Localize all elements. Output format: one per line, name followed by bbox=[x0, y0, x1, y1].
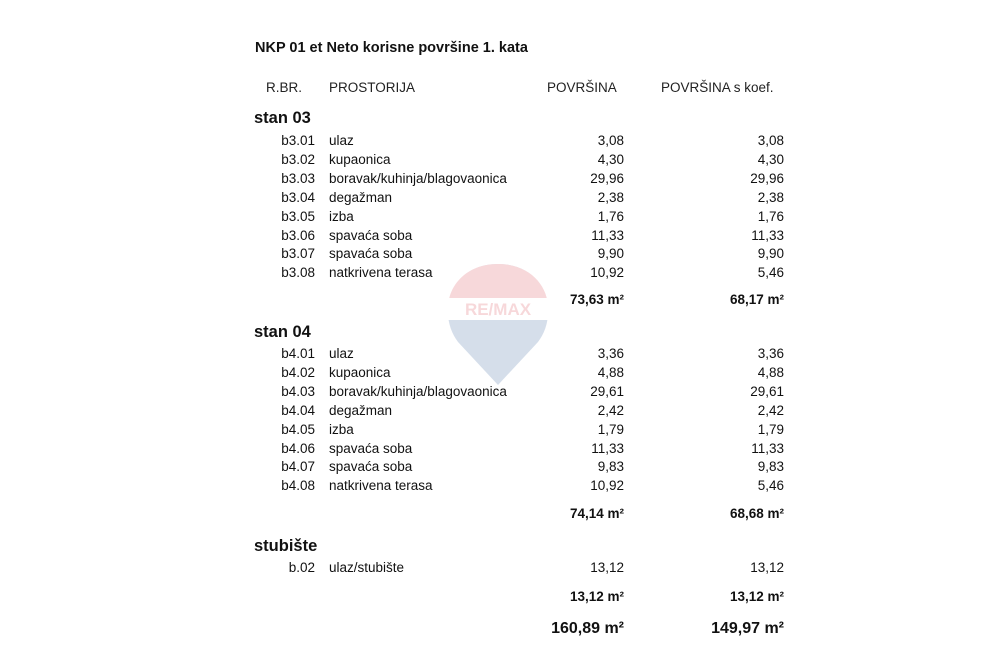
room-number: b4.02 bbox=[281, 364, 315, 380]
room-number: b4.04 bbox=[281, 402, 315, 418]
area-coef-value: 9,90 bbox=[757, 246, 784, 262]
grand-total-povrsina: 160,89 m² bbox=[551, 620, 624, 637]
room-name: spavaća soba bbox=[329, 459, 413, 475]
room-name: natkrivena terasa bbox=[329, 478, 433, 494]
table-row bbox=[0, 459, 999, 478]
area-coef-value: 11,33 bbox=[751, 440, 784, 456]
room-number: b4.06 bbox=[281, 440, 315, 456]
room-number: b3.07 bbox=[281, 246, 315, 262]
table-row bbox=[0, 246, 999, 265]
room-name: spavaća soba bbox=[329, 227, 413, 243]
area-coef-value: 4,30 bbox=[757, 151, 784, 167]
area-value: 9,90 bbox=[597, 246, 624, 262]
room-name: spavaća soba bbox=[329, 246, 413, 262]
area-coef-value: 9,83 bbox=[757, 459, 784, 475]
section-heading: stan 03 bbox=[254, 109, 311, 127]
table-row bbox=[0, 190, 999, 209]
room-number: b3.05 bbox=[281, 208, 315, 224]
area-value: 2,38 bbox=[597, 189, 624, 205]
area-value: 3,08 bbox=[597, 133, 624, 148]
section-total-povrsina: 74,14 m² bbox=[569, 506, 624, 521]
header-povrsina-koef: POVRŠINA s koef. bbox=[661, 80, 774, 95]
area-coef-value: 2,42 bbox=[757, 402, 784, 418]
header-povrsina: POVRŠINA bbox=[547, 80, 617, 95]
area-value: 29,61 bbox=[590, 383, 624, 399]
room-name: boravak/kuhinja/blagovaonica bbox=[329, 170, 507, 186]
section-total-povrsina: 13,12 m² bbox=[569, 589, 624, 604]
area-coef-value: 1,79 bbox=[757, 421, 784, 437]
section-total-row bbox=[0, 506, 999, 525]
table-row bbox=[0, 346, 999, 365]
area-coef-value: 5,46 bbox=[757, 265, 784, 281]
area-coef-value: 29,61 bbox=[750, 383, 784, 399]
table-row bbox=[0, 209, 999, 228]
grand-total-row bbox=[0, 620, 999, 639]
room-number: b3.08 bbox=[281, 265, 315, 281]
section-total-povrsina: 73,63 m² bbox=[569, 292, 624, 307]
room-number: b4.01 bbox=[281, 346, 315, 361]
section-heading: stan 04 bbox=[254, 323, 311, 341]
room-number: b4.07 bbox=[281, 459, 315, 475]
table-row bbox=[0, 403, 999, 422]
table-row bbox=[0, 265, 999, 284]
area-coef-value: 2,38 bbox=[757, 189, 784, 205]
room-name: boravak/kuhinja/blagovaonica bbox=[329, 383, 507, 399]
area-coef-value: 5,46 bbox=[757, 478, 784, 494]
table-row bbox=[0, 228, 999, 247]
room-name: ulaz bbox=[329, 133, 354, 148]
room-number: b4.03 bbox=[281, 383, 315, 399]
room-number: b4.05 bbox=[281, 421, 315, 437]
area-coef-value: 1,76 bbox=[757, 208, 784, 224]
area-value: 13,12 bbox=[590, 560, 624, 575]
watermark-text: RE/MAX bbox=[464, 300, 532, 319]
table-row bbox=[0, 133, 999, 152]
area-value: 4,88 bbox=[597, 364, 624, 380]
room-name: ulaz bbox=[329, 346, 354, 361]
area-value: 9,83 bbox=[597, 459, 624, 475]
table-row bbox=[0, 422, 999, 441]
room-name: izba bbox=[329, 208, 354, 224]
room-name: degažman bbox=[329, 189, 393, 205]
room-name: natkrivena terasa bbox=[329, 265, 433, 281]
header-rbr: R.BR. bbox=[266, 80, 303, 95]
grand-total-koef: 149,97 m² bbox=[711, 620, 784, 637]
room-number: b3.02 bbox=[281, 151, 315, 167]
room-name: kupaonica bbox=[329, 151, 391, 167]
section-total-row bbox=[0, 292, 999, 311]
room-number: b3.03 bbox=[281, 170, 315, 186]
room-number: b3.06 bbox=[281, 227, 315, 243]
table-row bbox=[0, 478, 999, 497]
room-number: b3.01 bbox=[281, 133, 315, 148]
table-row bbox=[0, 384, 999, 403]
area-coef-value: 13,12 bbox=[750, 560, 784, 575]
room-number: b.02 bbox=[288, 560, 315, 575]
room-number: b3.04 bbox=[281, 189, 315, 205]
area-value: 29,96 bbox=[590, 170, 624, 186]
table-row bbox=[0, 560, 999, 579]
table-row bbox=[0, 152, 999, 171]
room-name: spavaća soba bbox=[329, 440, 413, 456]
area-value: 3,36 bbox=[597, 346, 624, 361]
section-total-koef: 68,68 m² bbox=[729, 506, 784, 521]
header-prostorija: PROSTORIJA bbox=[329, 80, 416, 95]
section-total-koef: 13,12 m² bbox=[729, 589, 784, 604]
area-coef-value: 3,08 bbox=[757, 133, 784, 148]
table-row bbox=[0, 365, 999, 384]
area-coef-value: 4,88 bbox=[757, 364, 784, 380]
area-coef-value: 11,33 bbox=[751, 227, 784, 243]
page-title: NKP 01 et Neto korisne površine 1. kata bbox=[255, 40, 528, 56]
room-name: izba bbox=[329, 421, 354, 437]
section-heading: stubište bbox=[254, 537, 318, 555]
area-value: 1,79 bbox=[597, 421, 624, 437]
section-total-koef: 68,17 m² bbox=[729, 292, 784, 307]
room-name: ulaz/stubište bbox=[329, 560, 405, 575]
table-row bbox=[0, 441, 999, 460]
area-value: 10,92 bbox=[590, 265, 624, 281]
table-row bbox=[0, 171, 999, 190]
area-value: 2,42 bbox=[597, 402, 624, 418]
area-value: 10,92 bbox=[590, 478, 624, 494]
area-value: 11,33 bbox=[591, 440, 624, 456]
section-total-row bbox=[0, 589, 999, 608]
area-coef-value: 3,36 bbox=[757, 346, 784, 361]
area-coef-value: 29,96 bbox=[750, 170, 784, 186]
area-value: 11,33 bbox=[591, 227, 624, 243]
room-name: kupaonica bbox=[329, 364, 391, 380]
room-number: b4.08 bbox=[281, 478, 315, 494]
area-value: 4,30 bbox=[597, 151, 624, 167]
room-name: degažman bbox=[329, 402, 393, 418]
area-value: 1,76 bbox=[597, 208, 624, 224]
